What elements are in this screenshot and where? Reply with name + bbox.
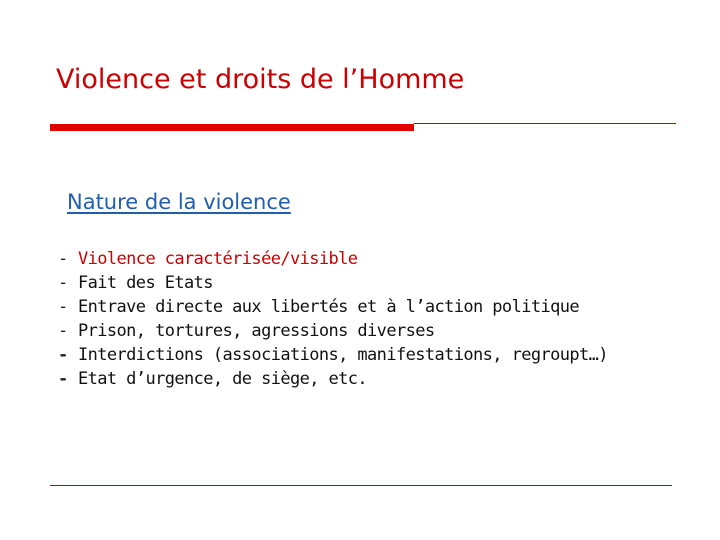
title-underline-bar [50, 124, 414, 131]
list-item [58, 295, 608, 319]
slide-title: Violence et droits de l’Homme [56, 64, 465, 95]
bullet-text: Prison, tortures, agressions diverses [78, 321, 435, 341]
bullet-dash: - [58, 345, 68, 365]
bullet-text: Violence caractérisée/visible [78, 249, 358, 269]
bullet-dash: - [58, 369, 68, 389]
bullet-list [58, 247, 608, 391]
bullet-dash: - [58, 297, 68, 317]
bullet-text: Fait des Etats [78, 273, 213, 293]
title-underline-rule [414, 123, 676, 124]
bullet-dash: - [58, 321, 68, 341]
list-item [58, 367, 608, 391]
bullet-text: Entrave directe aux libertés et à l’action politique [78, 297, 580, 317]
bullet-dash: - [58, 249, 68, 269]
bullet-dash: - [58, 273, 68, 293]
section-heading: Nature de la violence [67, 190, 291, 214]
list-item [58, 319, 608, 343]
bullet-text: Interdictions (associations, manifestations, regroupt…) [78, 345, 608, 365]
list-item [58, 343, 608, 367]
footer-rule [50, 485, 672, 486]
list-item [58, 271, 608, 295]
list-item [58, 247, 608, 271]
bullet-text: Etat d’urgence, de siège, etc. [78, 369, 368, 389]
